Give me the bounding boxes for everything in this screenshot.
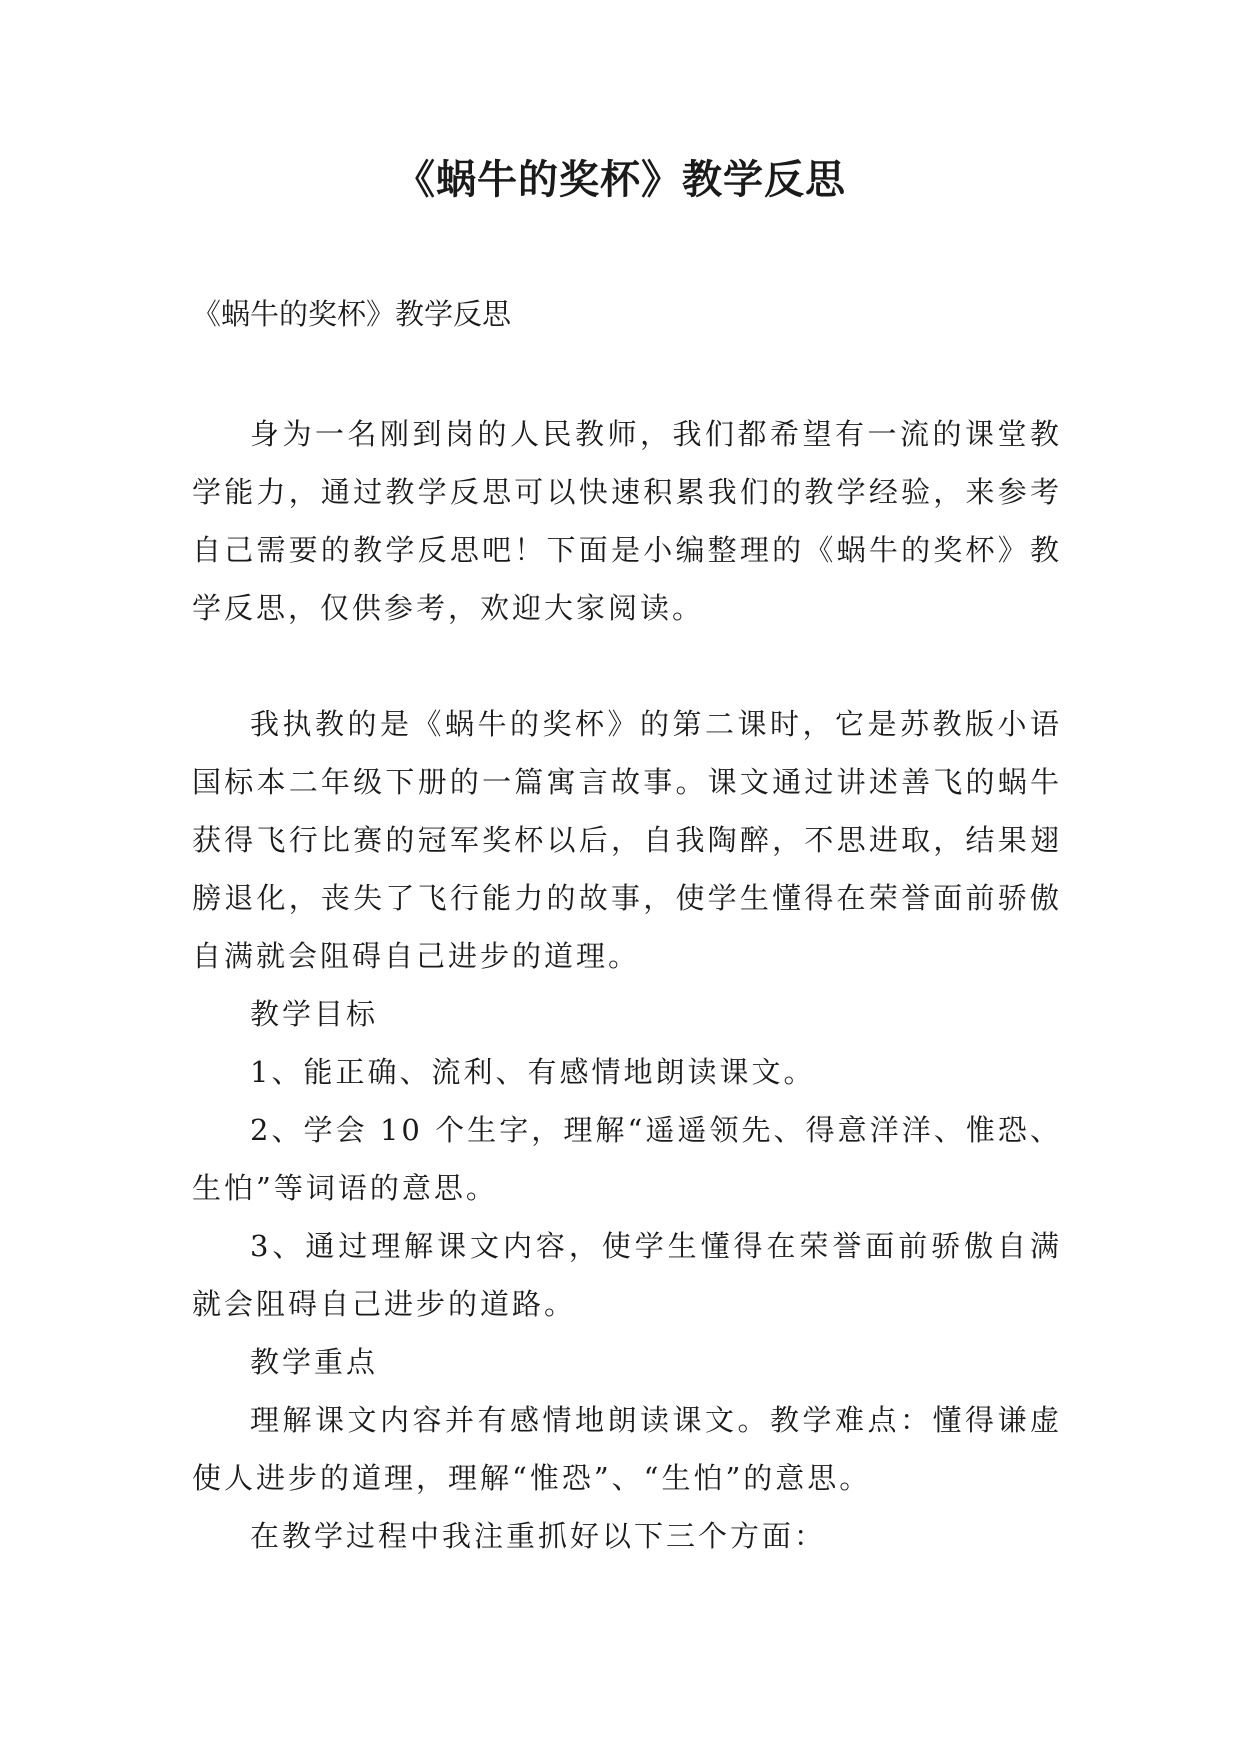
teaching-goals-heading: 教学目标	[250, 997, 379, 1031]
paragraph-spacer	[192, 637, 1062, 695]
document-title: 《蜗牛的奖杯》教学反思	[395, 157, 846, 203]
document-body	[192, 405, 1062, 1565]
teaching-focus-heading: 教学重点	[250, 1345, 379, 1379]
goal-item-1: 1、能正确、流利、有感情地朗读课文。	[250, 1055, 816, 1089]
goal-item-3: 3、通过理解课文内容，使学生懂得在荣誉面前骄傲自满就会阻碍自己进步的道路。	[192, 1229, 1062, 1321]
lesson-description-paragraph: 我执教的是《蜗牛的奖杯》的第二课时，它是苏教版小语国标本二年级下册的一篇寓言故事。课文通过讲述善飞的蜗牛获得飞行比赛的冠军奖杯以后，自我陶醉，不思进取，结果翅膀退化，丧失了飞行能力的故事，使学生懂得在荣誉面前骄傲自满就会阻碍自己进步的道理。	[192, 707, 1062, 973]
document-subtitle: 《蜗牛的奖杯》教学反思	[192, 297, 512, 331]
teaching-focus-paragraph: 理解课文内容并有感情地朗读课文。教学难点：懂得谦虚使人进步的道理，理解“惟恐”、“生怕”的意思。	[192, 1403, 1062, 1495]
goal-item-2: 2、学会 10 个生字，理解“遥遥领先、得意洋洋、惟恐、生怕”等词语的意思。	[192, 1113, 1062, 1205]
process-intro-paragraph: 在教学过程中我注重抓好以下三个方面：	[250, 1519, 827, 1553]
intro-paragraph: 身为一名刚到岗的人民教师，我们都希望有一流的课堂教学能力，通过教学反思可以快速积累我们的教学经验，来参考自己需要的教学反思吧！下面是小编整理的《蜗牛的奖杯》教学反思，仅供参考，欢迎大家阅读。	[192, 417, 1062, 625]
